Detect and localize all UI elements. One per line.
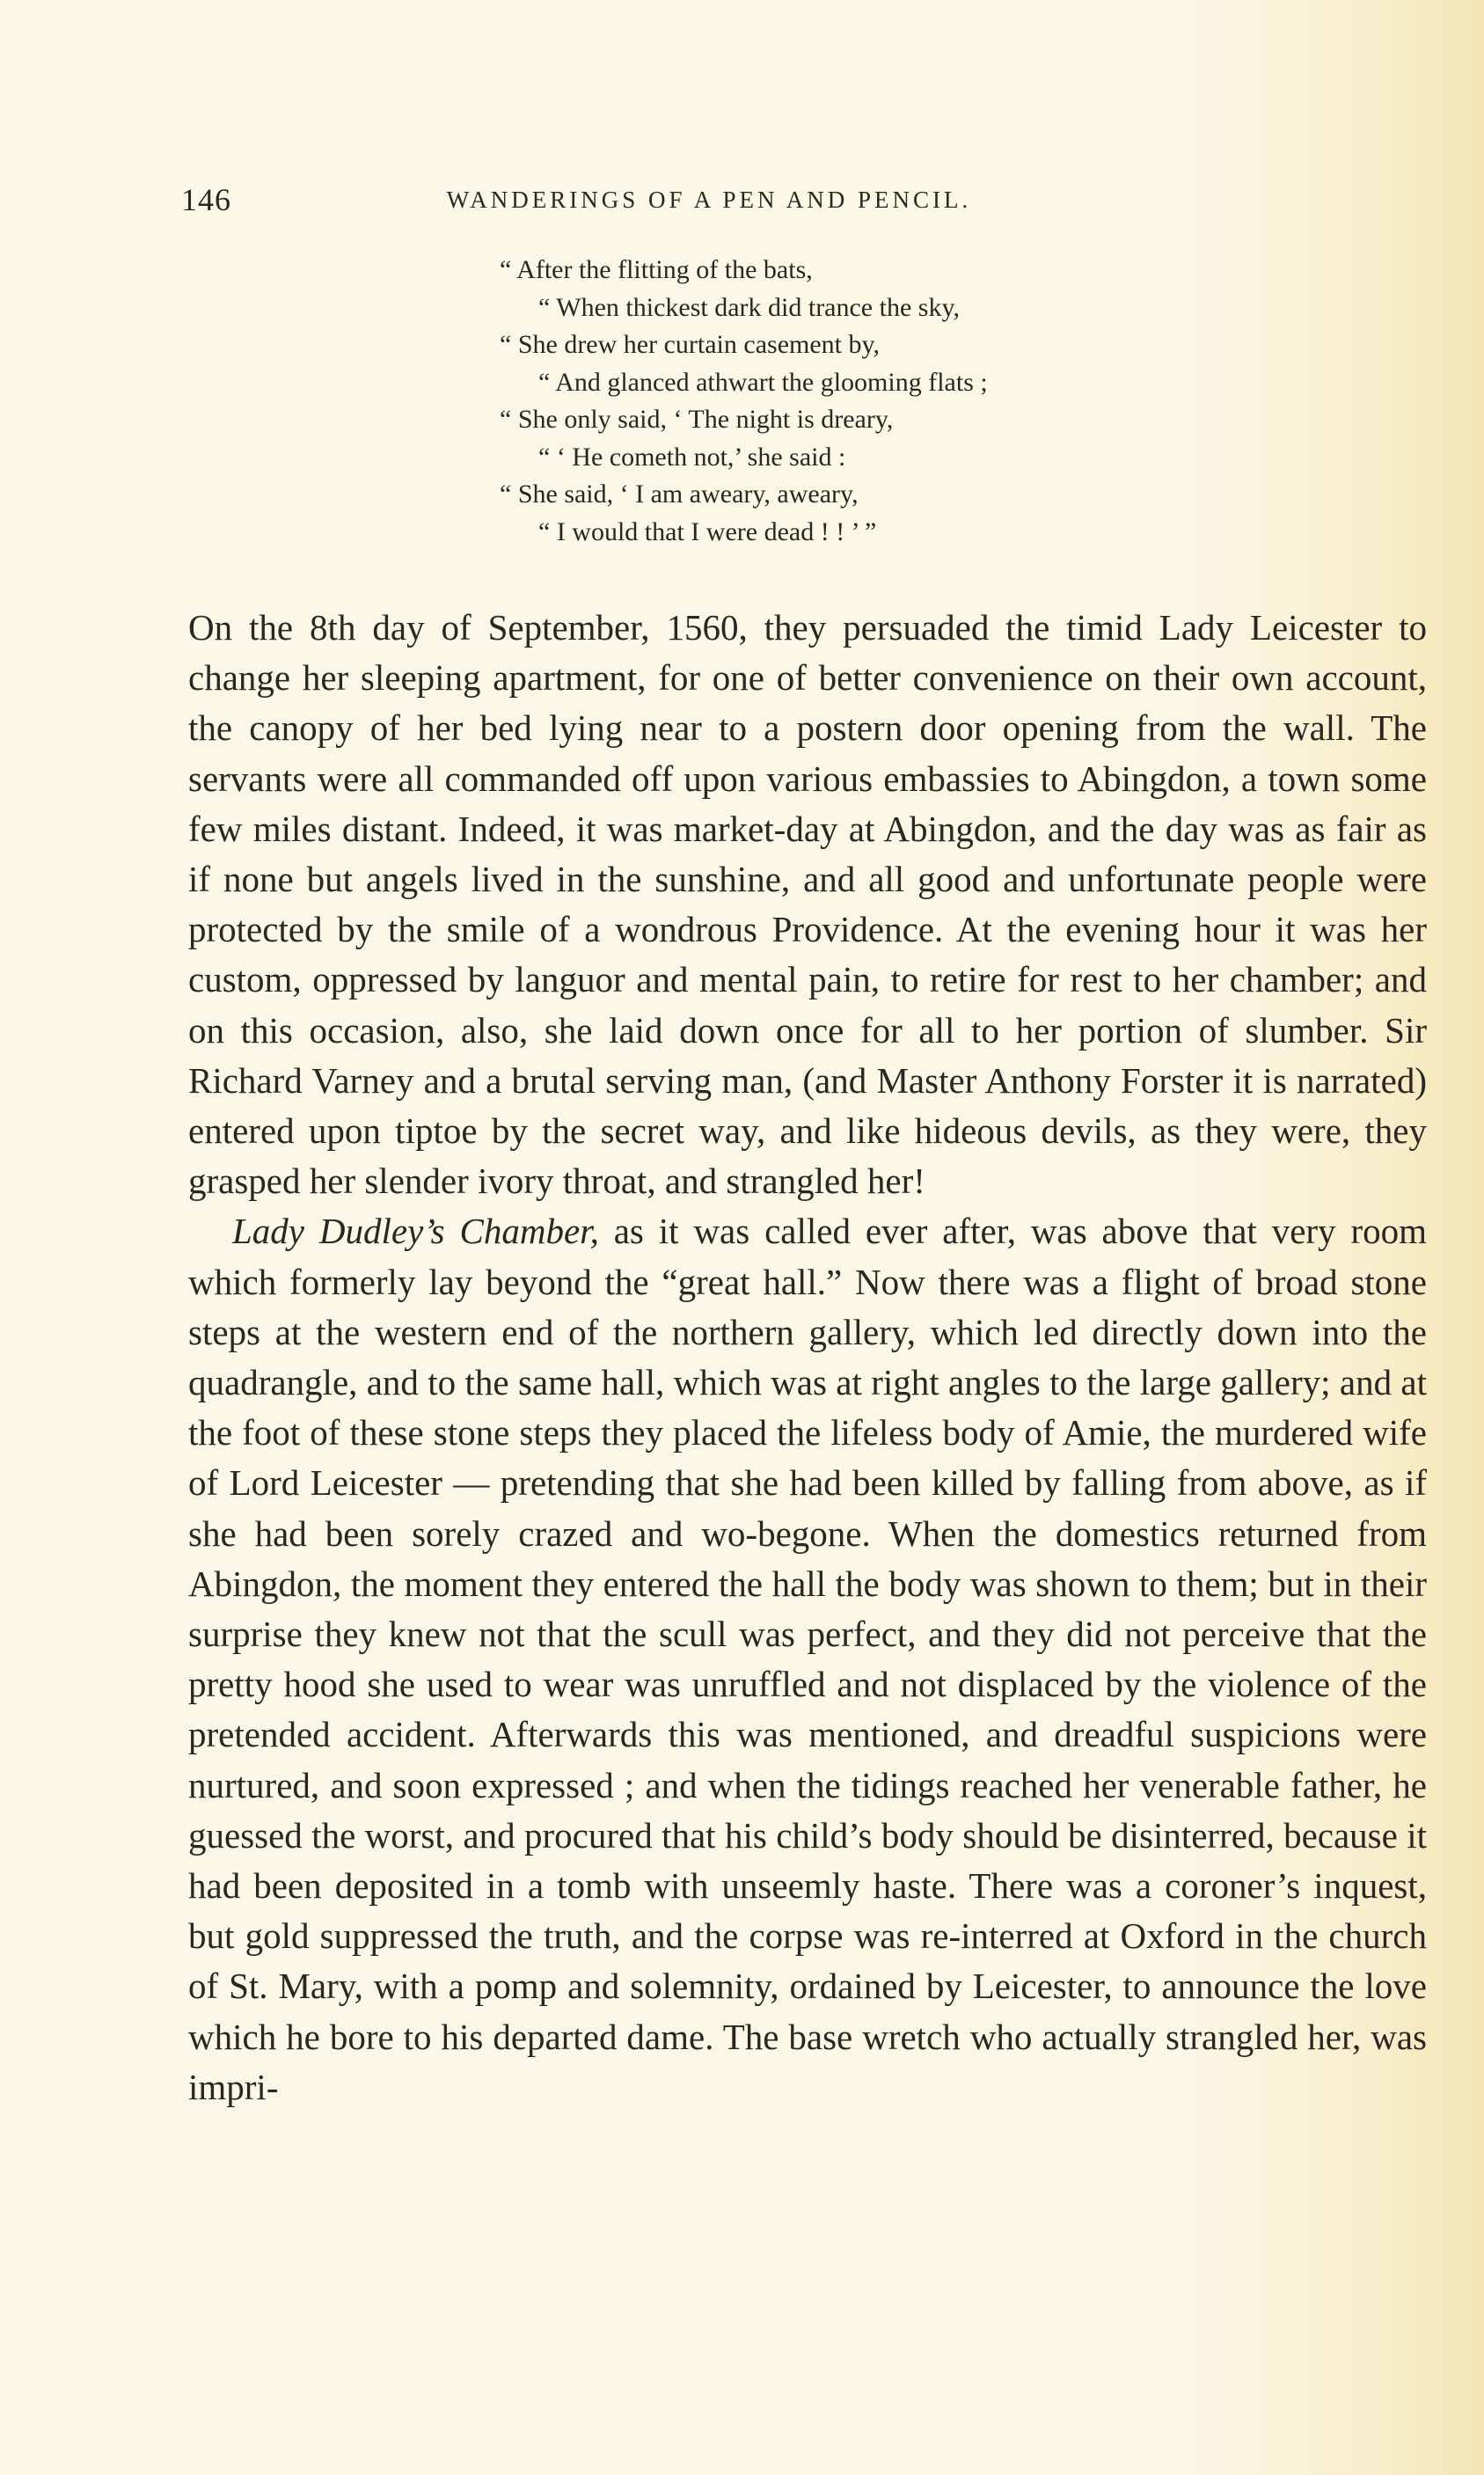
verse-line: “ After the flitting of the bats, xyxy=(500,255,813,284)
paragraph: On the 8th day of September, 1560, they persuaded the timid Lady Leicester to change her sleeping apartment, for one of better convenience on their own account, the canopy of her bed lying near to a postern door opening from the wall. The servants were all commanded off upon various embassies to Abingdon, a town some few miles distant. Indeed, it was market-day at Abingdon, and the day was as fair as if none but angels lived in the sunshine, and all good and unfortunate people were protected by the smile of a wondrous Providence. At the evening hour it was her custom, oppressed by languor and mental pain, to retire for rest to her chamber; and on this occasion, also, she laid down once for all to her portion of slumber. Sir Richard Varney and a brutal serving man, (and Master Anthony Forster it is narrated) entered upon tiptoe by the secret way, and like hideous devils, as they were, they grasped her slender ivory throat, and strangled her! xyxy=(188,607,1427,1202)
verse-line: “ When thickest dark did trance the sky, xyxy=(538,292,961,322)
paragraph xyxy=(188,1206,1427,2113)
verse-line: “ I would that I were dead ! ! ’ ” xyxy=(538,516,877,546)
verse-line: “ ‘ He cometh not,’ she said : xyxy=(538,442,846,472)
verse-line: “ She drew her curtain casement by, xyxy=(500,330,881,359)
running-title: WANDERINGS OF A PEN AND PENCIL. xyxy=(446,187,972,213)
page-number: 146 xyxy=(181,182,231,217)
verse-line: “ And glanced athwart the glooming flats ; xyxy=(538,367,988,397)
verse-line: “ She only said, ‘ The night is dreary, xyxy=(500,405,894,434)
italic-title: Lady Dudley’s Chamber, xyxy=(232,1211,599,1252)
verse-line: “ She said, ‘ I am aweary, aweary, xyxy=(500,480,859,509)
body-text xyxy=(188,603,1427,2113)
running-head xyxy=(181,181,1144,223)
verse-quotation xyxy=(500,252,1168,551)
paragraph-text: as it was called ever after, was above that very room which formerly lay beyond the “great hall.” Now there was a flight of broad stone steps at the western end of the northern gallery, which led directly down into the quadrangle, and to the same hall, which was at right angles to the large gallery; and at the foot of these stone steps they placed the lifeless body of Amie, the murdered wife of Lord Leicester — pretending that she had been killed by falling from above, as if she had been sorely crazed and wo-begone. When the domestics returned from Abingdon, the moment they entered the hall the body was shown to them; but in their surprise they knew not that the scull was perfect, and they did not perceive that the pretty hood she used to wear was unruffled and not displaced by the violence of the pretended accident. Afterwards this was mentioned, and dreadful suspicions were nurtured, and soon expressed ; and when the tidings reached her venerable father, he guessed the worst, and procured that his child’s body should be disinterred, because it had been deposited in a tomb with unseemly haste. There was a coroner’s inquest, but gold suppressed the truth, and the corpse was re-interred at Oxford in the church of St. Mary, with a pomp and solemnity, ordained by Leicester, to announce the love which he bore to his departed dame. The base wretch who actually strangled her, was impri- xyxy=(188,1211,1427,2107)
